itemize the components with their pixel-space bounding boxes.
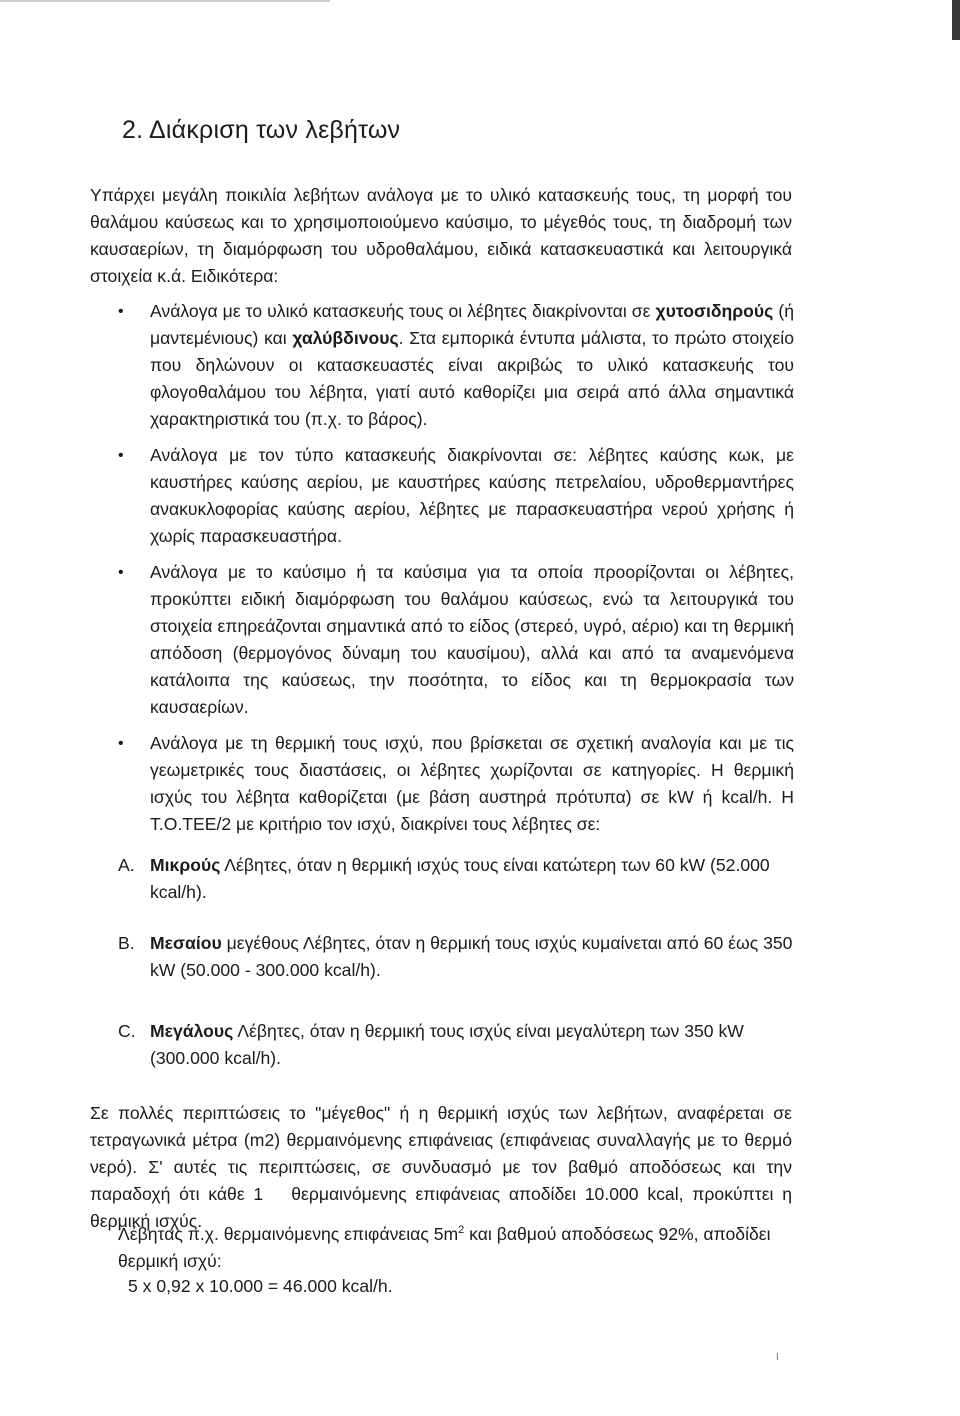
category-small bbox=[118, 852, 798, 906]
category-letter: B. bbox=[118, 933, 135, 953]
page-number: ι bbox=[776, 1348, 779, 1363]
intro-paragraph: Υπάρχει μεγάλη ποικιλία λεβήτων ανάλογα με το υλικό κατασκευής τους, τη μορφή του θαλάμου καύσεως και το χρησιμοποιούμενο καύσιμο, το μέγεθός τους, τη διαδρομή των καυσαερίων, τη διαμόρφωση του υδροθαλάμου, ειδικά κατασκευαστικά και λειτουργικά στοιχεία κ.ά. Ειδικότερα: bbox=[90, 185, 792, 286]
category-term: Μεγάλους bbox=[150, 1021, 234, 1041]
category-term: Μεσαίου bbox=[150, 933, 222, 953]
section-heading: 2. Διάκριση των λεβήτων bbox=[122, 116, 401, 144]
category-term: Μικρούς bbox=[150, 855, 221, 875]
example-paragraph bbox=[118, 1221, 808, 1275]
formula: 5 x 0,92 x 10.000 = 46.000 kcal/h. bbox=[128, 1276, 393, 1296]
category-text: Λέβητες, όταν η θερμική ισχύς τους είναι κατώτερη των 60 kW (52.000 kcal/h). bbox=[150, 855, 770, 902]
note-text: Σε πολλές περιπτώσεις το "μέγεθος" ή η θερμική ισχύς των λεβήτων, αναφέρεται σε τετραγωνικά μέτρα (m2) θερμαινόμενης επιφάνειας (επιφάνειας συναλλαγής με το θερμό νερό). Σ' αυτές τις περιπτώσεις, σε συνδυασμό με τον βαθμό αποδόσεως και την παραδοχή ότι κάθε 1 bbox=[90, 1103, 792, 1204]
category-medium bbox=[118, 930, 798, 984]
list-item-text: . Στα εμπορικά έντυπα μάλιστα, το πρώτο στοιχείο που δηλώνουν οι κατασκευαστές είναι ακριβώς το υλικό κατασκευής του φλογοθαλάμου του λέβητα, γιατί αυτό καθορίζει μια σειρά από άλλα σημαντικά χαρακτηριστικά του (π.χ. το βάρος). bbox=[150, 328, 794, 429]
list-item-fuel: • Ανάλογα με το καύσιμο ή τα καύσιμα για τα οποία προορίζονται οι λέβητες, προκύπτει ειδική διαμόρφωση του θαλάμου καύσεως, ενώ τα λειτουργικά του στοιχεία επηρεάζονται σημαντικά από το είδος (στερεό, υγρό, αέριο) και τη θερμική απόδοση (θερμογόνος δύναμη του καυσίμου), αλλά και από τα αναμενόμενα κατάλοιπα της καύσεως, την ποσότητα, το είδος και τη θερμοκρασία των καυσαερίων. bbox=[118, 559, 794, 721]
list-item-material bbox=[118, 298, 794, 433]
example-text: Λέβητας π.χ. θερμαινόμενης επιφάνειας 5m bbox=[118, 1224, 459, 1244]
scan-edge-mark bbox=[952, 0, 960, 40]
surface-note-paragraph bbox=[90, 1100, 792, 1235]
category-large bbox=[118, 1018, 798, 1072]
list-item-text: Ανάλογα με το υλικό κατασκευής τους οι λέβητες διακρίνονται σε bbox=[150, 301, 651, 321]
list-item-construction: • Ανάλογα με τον τύπο κατασκευής διακρίνονται σε: λέβητες καύσης κωκ, με καυστήρες καύσης αερίου, με καυστήρες καύσης πετρελαίου, υδροθερμαντήρες ανακυκλοφορίας καύσης αερίου, λέβητες με παρασκευαστήρα νερού χρήσης ή χωρίς παρασκευαστήρα. bbox=[118, 442, 794, 550]
top-rule bbox=[0, 0, 330, 2]
note-text: θερμαινόμενης επιφάνειας αποδίδει 10.000 kcal, προκύπτει η θερμική ισχύς. bbox=[90, 1184, 792, 1231]
superscript: 2 bbox=[458, 1224, 465, 1237]
list-item-text: (ή μαντεμένιους) και bbox=[150, 301, 794, 348]
category-letter: C. bbox=[118, 1021, 136, 1041]
bold-term: χυτοσιδηρούς bbox=[655, 301, 774, 321]
example-text: και βαθμού αποδόσεως 92%, αποδίδει θερμική ισχύ: bbox=[118, 1224, 771, 1271]
category-text: Λέβητες, όταν η θερμική τους ισχύς είναι μεγαλύτερη των 350 kW (300.000 kcal/h). bbox=[150, 1021, 744, 1068]
list-item-power: • Ανάλογα με τη θερμική τους ισχύ, που βρίσκεται σε σχετική αναλογία και με τις γεωμετρικές τους διαστάσεις, οι λέβητες χωρίζονται σε κατηγορίες. Η θερμική ισχύς του λέβητα καθορίζεται (με βάση αυστηρά πρότυπα) σε kW ή kcal/h. Η Τ.Ο.ΤΕΕ/2 με κριτήριο τον ισχύ, διακρίνει τους λέβητες σε: bbox=[118, 730, 794, 838]
category-text: μεγέθους Λέβητες, όταν η θερμική τους ισχύς κυμαίνεται από 60 έως 350 kW (50.000 - 300.000 kcal/h). bbox=[150, 933, 793, 980]
classification-list bbox=[118, 298, 794, 847]
category-letter: A. bbox=[118, 855, 135, 875]
bold-term: χαλύβδινους bbox=[292, 328, 399, 348]
